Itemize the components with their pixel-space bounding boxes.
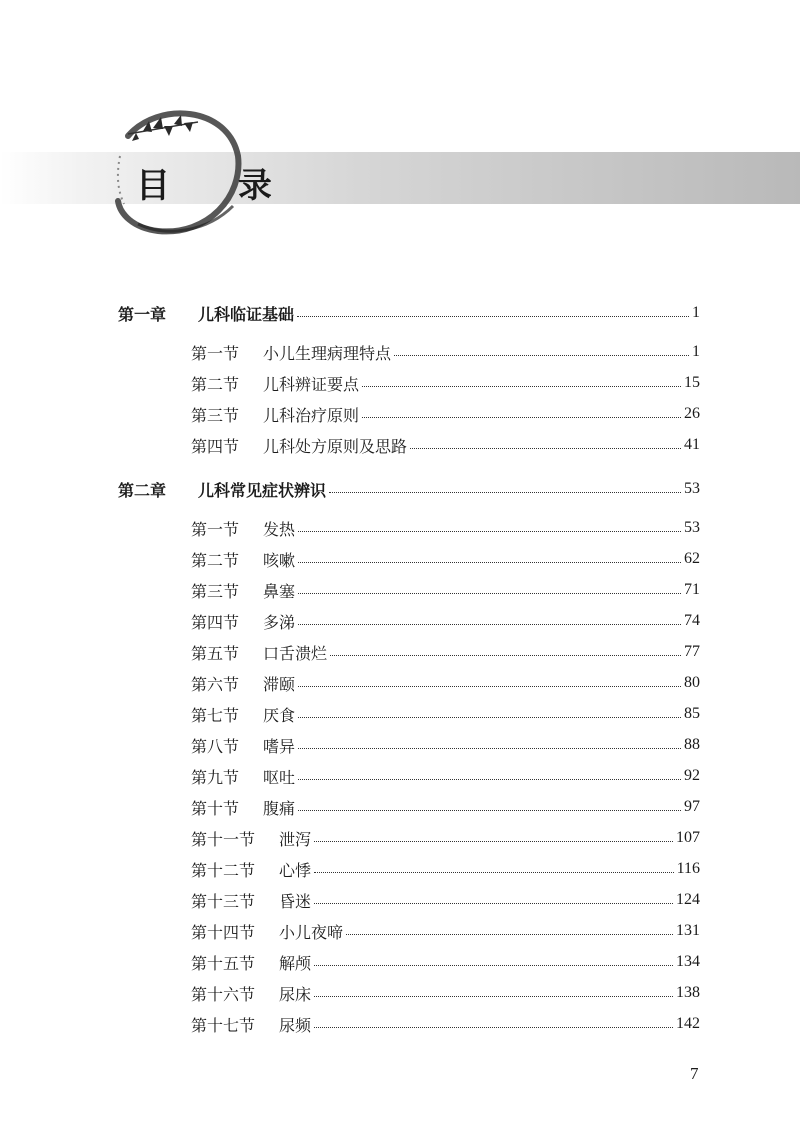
section-title: 鼻塞 — [263, 581, 296, 601]
dot-leader — [314, 872, 674, 873]
dot-leader — [314, 1027, 673, 1028]
toc-section-row[interactable] — [191, 433, 700, 457]
section-title: 口舌溃烂 — [263, 643, 328, 663]
dot-leader — [298, 562, 681, 563]
toc-chapter-row[interactable] — [118, 301, 700, 325]
page-ref: 74 — [684, 612, 700, 629]
section-title: 发热 — [263, 519, 296, 539]
page-ref: 41 — [684, 436, 700, 453]
dot-leader — [329, 492, 681, 493]
dot-leader — [298, 748, 681, 749]
dot-leader — [314, 996, 673, 997]
section-number: 第一节 — [191, 343, 240, 363]
section-title: 儿科处方原则及思路 — [263, 436, 408, 456]
toc-section-row[interactable] — [191, 950, 700, 974]
section-number: 第十六节 — [191, 984, 256, 1004]
chapter-title: 儿科临证基础 — [198, 304, 295, 324]
page-ref: 80 — [684, 674, 700, 691]
section-title: 咳嗽 — [263, 550, 296, 570]
toc-chapter-row[interactable] — [118, 477, 700, 501]
dot-leader — [298, 593, 681, 594]
toc-section-row[interactable] — [191, 609, 700, 633]
toc-section-row[interactable] — [191, 826, 700, 850]
toc-section-row[interactable] — [191, 702, 700, 726]
section-number: 第四节 — [191, 436, 240, 456]
toc-section-row[interactable] — [191, 795, 700, 819]
section-number: 第十三节 — [191, 891, 256, 911]
toc-section-row[interactable] — [191, 547, 700, 571]
page-ref: 131 — [676, 922, 700, 939]
section-number: 第五节 — [191, 643, 240, 663]
dot-leader — [330, 655, 681, 656]
section-number: 第四节 — [191, 612, 240, 632]
dot-leader — [314, 903, 673, 904]
section-title: 儿科治疗原则 — [263, 405, 360, 425]
page-ref: 71 — [684, 581, 700, 598]
chapter-number: 第二章 — [118, 480, 167, 500]
section-number: 第七节 — [191, 705, 240, 725]
section-title: 多涕 — [263, 612, 296, 632]
section-title: 滞颐 — [263, 674, 296, 694]
dot-leader — [314, 841, 673, 842]
dot-leader — [298, 531, 681, 532]
dot-leader — [298, 717, 681, 718]
section-title: 尿床 — [279, 984, 312, 1004]
toc-section-row[interactable] — [191, 919, 700, 943]
page-ref: 92 — [684, 767, 700, 784]
toc-section-row[interactable] — [191, 764, 700, 788]
section-title: 泄泻 — [279, 829, 312, 849]
page-ref: 107 — [676, 829, 700, 846]
section-title: 嗜异 — [263, 736, 296, 756]
section-title: 尿频 — [279, 1015, 312, 1035]
toc-section-row[interactable] — [191, 516, 700, 540]
page-ref: 97 — [684, 798, 700, 815]
section-number: 第一节 — [191, 519, 240, 539]
dot-leader — [362, 417, 681, 418]
section-number: 第三节 — [191, 405, 240, 425]
dot-leader — [394, 355, 689, 356]
section-title: 呕吐 — [263, 767, 296, 787]
page-ref: 15 — [684, 374, 700, 391]
dot-leader — [298, 779, 681, 780]
page-ref: 53 — [684, 519, 700, 536]
section-number: 第十四节 — [191, 922, 256, 942]
page-ref: 1 — [692, 343, 700, 360]
toc-section-row[interactable] — [191, 888, 700, 912]
chapter-title: 儿科常见症状辨识 — [198, 480, 327, 500]
section-title: 儿科辨证要点 — [263, 374, 360, 394]
page-ref: 1 — [692, 304, 700, 321]
section-number: 第二节 — [191, 374, 240, 394]
toc-section-row[interactable] — [191, 640, 700, 664]
dot-leader — [298, 624, 681, 625]
section-title: 昏迷 — [279, 891, 312, 911]
page-ref: 142 — [676, 1015, 700, 1032]
toc-section-row[interactable] — [191, 671, 700, 695]
page-ref: 85 — [684, 705, 700, 722]
dot-leader — [298, 686, 681, 687]
page-ref: 62 — [684, 550, 700, 567]
dot-leader — [410, 448, 681, 449]
page-number: 7 — [690, 1064, 699, 1083]
section-title: 小儿生理病理特点 — [263, 343, 392, 363]
section-title: 小儿夜啼 — [279, 922, 344, 942]
section-title: 厌食 — [263, 705, 296, 725]
toc-section-row[interactable] — [191, 1012, 700, 1036]
section-number: 第十二节 — [191, 860, 256, 880]
section-title: 解颅 — [279, 953, 312, 973]
dot-leader — [297, 316, 689, 317]
page-ref: 138 — [676, 984, 700, 1001]
dot-leader — [362, 386, 681, 387]
section-title: 腹痛 — [263, 798, 296, 818]
dot-leader — [346, 934, 673, 935]
section-number: 第八节 — [191, 736, 240, 756]
toc-section-row[interactable] — [191, 371, 700, 395]
section-number: 第二节 — [191, 550, 240, 570]
section-number: 第十七节 — [191, 1015, 256, 1035]
section-number: 第十节 — [191, 798, 240, 818]
page-ref: 88 — [684, 736, 700, 753]
section-title: 心悸 — [279, 860, 312, 880]
section-number: 第十一节 — [191, 829, 256, 849]
section-number: 第十五节 — [191, 953, 256, 973]
toc-section-row[interactable] — [191, 733, 700, 757]
toc-section-row[interactable] — [191, 402, 700, 426]
page-ref: 124 — [676, 891, 700, 908]
section-number: 第三节 — [191, 581, 240, 601]
page-ref: 134 — [676, 953, 700, 970]
dot-leader — [298, 810, 681, 811]
page-ref: 26 — [684, 405, 700, 422]
chapter-number: 第一章 — [118, 304, 167, 324]
toc-section-row[interactable] — [191, 981, 700, 1005]
toc-section-row[interactable] — [191, 857, 700, 881]
toc-section-row[interactable] — [191, 340, 700, 364]
page-ref: 77 — [684, 643, 700, 660]
page-ref: 116 — [676, 860, 700, 877]
section-number: 第九节 — [191, 767, 240, 787]
section-number: 第六节 — [191, 674, 240, 694]
page-ref: 53 — [684, 480, 700, 497]
dot-leader — [314, 965, 673, 966]
toc-section-row[interactable] — [191, 578, 700, 602]
page-title: 目 录 — [136, 166, 300, 206]
